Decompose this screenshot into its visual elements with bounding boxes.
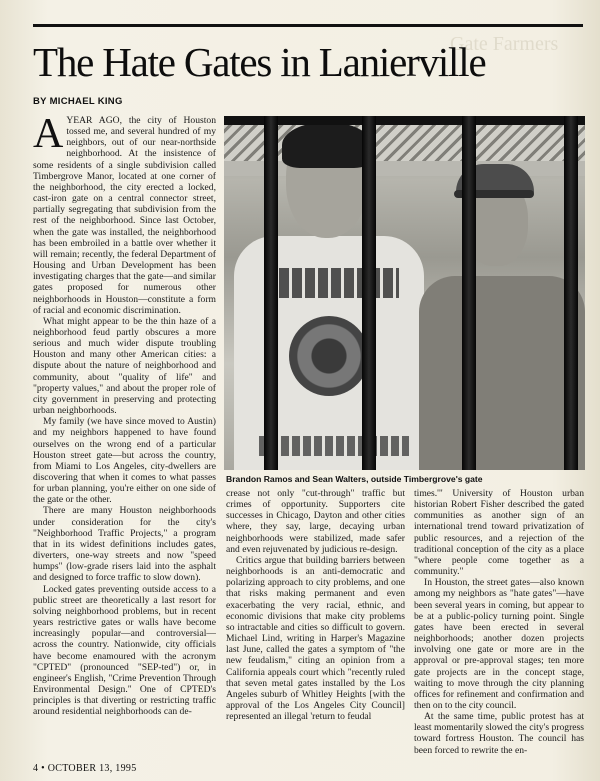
gate-bar: [362, 116, 376, 470]
paragraph: In Houston, the street gates—also known among my neighbors as "hate gates"—have been several years in coming, but appear to be at a public-policy turning point. Single gates have been erected in several neighborhoods; another dozen projects involving one gate or more are in the approval or pre-approval stages; ten more gate projects are in the concept stage, waiting to move through the city planning offices for refinement and confirmation and then on to the city council.: [414, 577, 584, 711]
page-footer: 4 • OCTOBER 13, 1995: [33, 763, 137, 774]
paragraph: times.'" University of Houston urban historian Robert Fisher described the gated communities as another sign of an international trend toward privatization of public resources, and a rejection of the traditional conception of the city as a place "where people come together as a community.": [414, 488, 584, 578]
bleed-through-text: Gate Farmers: [450, 33, 559, 55]
boy-right-shirt: [419, 276, 585, 470]
paragraph: There are many Houston neighborhoods under consideration for the city's "Neighborhood Traffic Projects," a program that in its widest definitions includes gates, diverters, one-way streets and now "speed humps" (low-grade risers laid into the asphalt and designed to force traffic to slow down).: [33, 505, 216, 584]
paragraph: My family (we have since moved to Austin) and my neighbors happened to have found ourselves on the wrong end of a particular Houston street gate—but across the country, from Miami to Los Angeles, city-dwellers are discovering that when it comes to what passes for urban planning, you're either on one side of the gate or the other.: [33, 416, 216, 506]
gate-bar: [564, 116, 578, 470]
gate-bar: [264, 116, 278, 470]
barricade-background: [224, 121, 585, 161]
gate-bar: [462, 116, 476, 470]
shirt-logo: [289, 316, 369, 396]
byline: BY MICHAEL KING: [33, 96, 123, 107]
top-rule: [33, 24, 583, 27]
column-3: [414, 488, 584, 758]
photo-boys-behind-gate: [224, 116, 585, 470]
paragraph: Locked gates preventing outside access to a public street are theoretically a last resort for solving neighborhood problems, but in recent years restrictive gates or walls have become increasingly popular—and controversial—across the country. Nationwide, city officials have become enamoured with the acronym "CPTED" (pronounced "SEP-ted") or, in engineer's English, "Crime Prevention Through Environmental Design." One of CPTED's principles is that diverting or restricting traffic around residential neighborhoods can de-: [33, 583, 216, 718]
paragraph-text: YEAR AGO, the city of Houston tossed me, and several hundred of my neighbors, out of our near-northside neighborhood. At the insistence of some residents of a single subdivision called Timbergrove Manor, located at one corner of the neighborhood, the city erected a locked, cast-iron gate on a central connector street, partially segregating that subdivision from the rest of the neighborhood. Since last October, when the gate was installed, the neighborhood has been embroiled in a battle over whether it will remain; recently, the federal Department of Housing and Urban Development has been investigating charges that the gate—and similar gates proposed for numerous other neighborhoods in Houston—constitute a form of racial and economic discrimination.: [33, 115, 216, 316]
paragraph: Critics argue that building barriers between neighborhoods is an anti-democratic and polarizing approach to city problems, and one that risks making permanent and even exacerbating the very racial, ethnic, and economic divisions that make city problems so intractable and cities so difficult to govern. Michael Lind, writing in Harper's Magazine last June, called the gates a symptom of "the new feudalism," citing an opinion from a California appeals court which "recently ruled that seven metal gates installed by the Los Angeles suburb of Whitley Heights [with the approval of the Los Angeles City Council] represented an illegal 'return to feudal: [226, 554, 405, 723]
photo-caption: Brandon Ramos and Sean Walters, outside Timbergrove's gate: [226, 474, 483, 484]
gate-rail: [224, 116, 585, 125]
drop-cap: A: [33, 115, 64, 157]
paragraph: At the same time, public protest has at least momentarily slowed the city's progress toward fortress Houston. The council has been forced to rewrite the en-: [414, 711, 584, 756]
column-1: [33, 115, 216, 757]
headline: The Hate Gates in Lanierville: [33, 39, 486, 85]
paragraph: What might appear to be the thin haze of a neighborhood feud partly obscures a more serious and much wider dispute troubling Houston and many other American cities: a dispute about the nature of neighborhood and community, about "quality of life" and "property values," and about the proper role of city government in preserving and protecting urban neighborhoods.: [33, 315, 216, 417]
column-2: [226, 488, 405, 758]
paragraph: crease not only "cut-through" traffic but crimes of opportunity. Supporters cite successes in Chicago, Dayton and other cities where, they say, large, decaying urban neighborhoods were stabilized, made safer and even rejuvenated by judicious re-design.: [226, 488, 405, 555]
paragraph: [33, 115, 216, 316]
